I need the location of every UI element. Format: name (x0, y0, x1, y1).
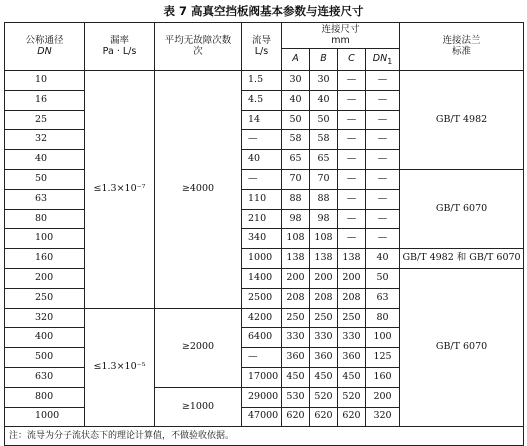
cell-b: 250 (310, 308, 338, 328)
cell-a: 88 (282, 189, 310, 209)
cell-b: 208 (310, 288, 338, 308)
header-col-b: B (310, 49, 338, 71)
cell-leak-rate: ≤1.3×10⁻⁷ (85, 71, 155, 309)
cell-dn1: — (366, 209, 400, 229)
cell-c: — (338, 150, 366, 170)
cell-dn1: 80 (366, 308, 400, 328)
header-col-c: C (338, 49, 366, 71)
cell-dn1: — (366, 90, 400, 110)
cell-dn1: — (366, 150, 400, 170)
cell-flow: 2500 (242, 288, 282, 308)
cell-b: 520 (310, 387, 338, 407)
cell-a: 50 (282, 110, 310, 130)
cell-c: 138 (338, 249, 366, 269)
cell-a: 30 (282, 71, 310, 91)
cell-flow: 14 (242, 110, 282, 130)
cell-dn: 1000 (5, 407, 85, 427)
cell-c: 450 (338, 367, 366, 387)
cell-c: — (338, 130, 366, 150)
cell-flow: 110 (242, 189, 282, 209)
cell-dn: 200 (5, 268, 85, 288)
cell-b: 98 (310, 209, 338, 229)
cell-dn: 50 (5, 169, 85, 189)
cell-b: 108 (310, 229, 338, 249)
cell-flange-standard: GB/T 6070 (400, 169, 524, 248)
cell-dn1: 125 (366, 348, 400, 368)
cell-b: 138 (310, 249, 338, 269)
cell-mtbf: ≥2000 (155, 308, 242, 387)
cell-dn: 16 (5, 90, 85, 110)
cell-b: 620 (310, 407, 338, 427)
cell-dn: 80 (5, 209, 85, 229)
cell-flange-standard: GB/T 4982 (400, 71, 524, 170)
parameters-table (4, 22, 524, 446)
cell-a: 98 (282, 209, 310, 229)
cell-dn1: 200 (366, 387, 400, 407)
cell-flange-standard: GB/T 6070 (400, 268, 524, 426)
header-col-a: A (282, 49, 310, 71)
cell-flow: 6400 (242, 328, 282, 348)
cell-dn1: 320 (366, 407, 400, 427)
cell-a: 138 (282, 249, 310, 269)
cell-dn: 630 (5, 367, 85, 387)
cell-c: 208 (338, 288, 366, 308)
cell-a: 330 (282, 328, 310, 348)
cell-dn1: — (366, 130, 400, 150)
cell-dn1: — (366, 110, 400, 130)
table-title: 表 7 高真空挡板阀基本参数与连接尺寸 (163, 4, 364, 18)
cell-dn: 320 (5, 308, 85, 328)
cell-a: 530 (282, 387, 310, 407)
cell-c: — (338, 189, 366, 209)
cell-dn1: — (366, 189, 400, 209)
cell-b: 70 (310, 169, 338, 189)
cell-dn1: — (366, 71, 400, 91)
header-dn: 公称通径 DN (5, 23, 85, 71)
cell-c: 250 (338, 308, 366, 328)
cell-dn1: — (366, 169, 400, 189)
cell-b: 30 (310, 71, 338, 91)
header-flow: 流导 L/s (242, 23, 282, 71)
cell-a: 450 (282, 367, 310, 387)
cell-dn1: — (366, 229, 400, 249)
cell-flange-standard: GB/T 4982 和 GB/T 6070 (400, 249, 524, 269)
header-connection-size: 连接尺寸 mm (282, 23, 400, 49)
cell-dn1: 63 (366, 288, 400, 308)
cell-c: — (338, 229, 366, 249)
cell-dn1: 100 (366, 328, 400, 348)
cell-flow: — (242, 130, 282, 150)
cell-flow: 1.5 (242, 71, 282, 91)
cell-b: 58 (310, 130, 338, 150)
cell-c: — (338, 169, 366, 189)
header-col-dn1: $DN_1$ (366, 49, 400, 71)
cell-b: 200 (310, 268, 338, 288)
cell-dn: 63 (5, 189, 85, 209)
cell-a: 40 (282, 90, 310, 110)
cell-mtbf: ≥4000 (155, 71, 242, 309)
cell-b: 50 (310, 110, 338, 130)
cell-c: — (338, 90, 366, 110)
cell-dn: 400 (5, 328, 85, 348)
header-leak-rate: 漏率 Pa · L/s (85, 23, 155, 71)
table-row (5, 268, 524, 288)
cell-dn: 250 (5, 288, 85, 308)
header-flange-standard: 连接法兰 标准 (400, 23, 524, 71)
cell-b: 330 (310, 328, 338, 348)
cell-dn: 800 (5, 387, 85, 407)
cell-dn: 160 (5, 249, 85, 269)
cell-flow: 40 (242, 150, 282, 170)
cell-flow: 4200 (242, 308, 282, 328)
table-row (5, 169, 524, 189)
cell-a: 108 (282, 229, 310, 249)
cell-flow: — (242, 169, 282, 189)
cell-c: — (338, 71, 366, 91)
cell-flow: 210 (242, 209, 282, 229)
cell-a: 620 (282, 407, 310, 427)
cell-dn1: 160 (366, 367, 400, 387)
cell-c: 620 (338, 407, 366, 427)
cell-dn: 40 (5, 150, 85, 170)
cell-flow: 4.5 (242, 90, 282, 110)
cell-dn: 500 (5, 348, 85, 368)
cell-mtbf: ≥1000 (155, 387, 242, 427)
cell-a: 360 (282, 348, 310, 368)
cell-dn: 10 (5, 71, 85, 91)
cell-b: 65 (310, 150, 338, 170)
cell-b: 360 (310, 348, 338, 368)
cell-c: 330 (338, 328, 366, 348)
cell-c: 520 (338, 387, 366, 407)
cell-c: 200 (338, 268, 366, 288)
table-note: 注：流导为分子流状态下的理论计算值，不做验收依据。 (5, 427, 524, 446)
cell-a: 58 (282, 130, 310, 150)
cell-dn: 25 (5, 110, 85, 130)
cell-flow: 340 (242, 229, 282, 249)
header-mtbf: 平均无故障次数 次 (155, 23, 242, 71)
cell-a: 250 (282, 308, 310, 328)
cell-a: 208 (282, 288, 310, 308)
cell-b: 450 (310, 367, 338, 387)
cell-a: 65 (282, 150, 310, 170)
cell-flow: — (242, 348, 282, 368)
cell-dn1: 40 (366, 249, 400, 269)
table-row (5, 249, 524, 269)
cell-dn1: 50 (366, 268, 400, 288)
cell-a: 200 (282, 268, 310, 288)
cell-leak-rate: ≤1.3×10⁻⁵ (85, 308, 155, 427)
cell-b: 88 (310, 189, 338, 209)
cell-c: — (338, 209, 366, 229)
cell-flow: 29000 (242, 387, 282, 407)
cell-b: 40 (310, 90, 338, 110)
cell-c: 360 (338, 348, 366, 368)
cell-c: — (338, 110, 366, 130)
cell-a: 70 (282, 169, 310, 189)
table-row (5, 71, 524, 91)
cell-dn: 100 (5, 229, 85, 249)
cell-flow: 1000 (242, 249, 282, 269)
cell-flow: 17000 (242, 367, 282, 387)
cell-flow: 1400 (242, 268, 282, 288)
cell-flow: 47000 (242, 407, 282, 427)
cell-dn: 32 (5, 130, 85, 150)
